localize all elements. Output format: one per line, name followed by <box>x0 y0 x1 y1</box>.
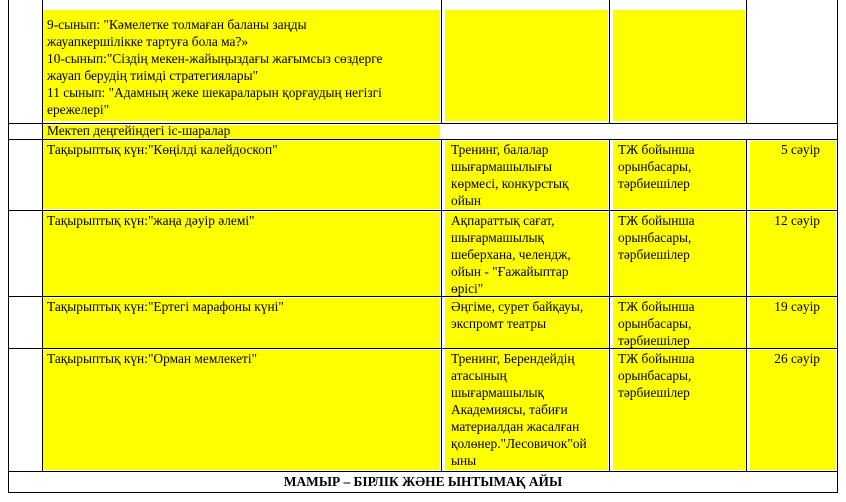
row-divider-2 <box>8 139 838 140</box>
topic-line-3: 10-сынып:"Сіздің мекен-жайыңыздағы жағымсыз сөздерге <box>47 51 383 66</box>
section-header: Мектеп деңгейіндегі іс-шаралар <box>47 123 231 138</box>
row3-responsible <box>618 298 695 349</box>
column-divider-3b <box>609 140 610 471</box>
highlight-row4-date <box>750 350 836 470</box>
row3-form <box>451 298 583 332</box>
column-divider-3 <box>609 0 610 124</box>
row3-responsible-line-1: ТЖ бойынша <box>618 299 695 314</box>
row1-responsible <box>618 141 695 192</box>
row1-form-line-2: шығармашылығы <box>451 159 553 174</box>
row2-responsible-line-3: тәрбиешілер <box>618 247 690 262</box>
row2-form <box>451 212 571 297</box>
row3-topic: Тақырыптық күн:"Ертегі марафоны күні" <box>47 299 284 314</box>
row3-date: 19 сәуір <box>774 299 820 314</box>
top-row-topic-cell <box>47 16 383 118</box>
row2-responsible <box>618 212 695 263</box>
row2-date: 12 сәуір <box>774 213 820 228</box>
row2-responsible-line-2: орынбасары, <box>618 230 692 245</box>
row4-responsible <box>618 350 695 401</box>
row3-form-line-2: экспромт театры <box>451 316 547 331</box>
row-divider-6 <box>8 471 838 472</box>
row-divider-5 <box>8 348 838 349</box>
row1-responsible-line-3: тәрбиешілер <box>618 176 690 191</box>
row2-topic: Тақырыптық күн:"жаңа дәуір әлемі" <box>47 213 255 228</box>
row4-form-line-6: қолөнер."Лесовичок"ой <box>451 436 587 451</box>
row1-form <box>451 141 569 209</box>
row4-responsible-line-1: ТЖ бойынша <box>618 351 695 366</box>
row4-form-line-7: ыны <box>451 453 477 468</box>
row4-topic: Тақырыптық күн:"Орман мемлекеті" <box>47 351 258 366</box>
row4-form-line-2: атасының <box>451 368 507 383</box>
row2-responsible-line-1: ТЖ бойынша <box>618 213 695 228</box>
column-divider-4 <box>746 0 747 124</box>
table-border-left <box>8 0 9 493</box>
row2-form-line-5: өрісі" <box>451 281 484 296</box>
topic-line-5: 11 сынып: "Адамның жеке шекараларын қорғаудың негізгі <box>47 85 382 100</box>
row4-responsible-line-3: тәрбиешілер <box>618 385 690 400</box>
highlight-top-responsible <box>613 10 745 121</box>
row-divider-3 <box>8 210 838 211</box>
column-divider-2b <box>441 140 442 471</box>
row2-form-line-2: шығармашылық <box>451 230 545 245</box>
row2-form-line-3: шеберхана, челендж, <box>451 247 571 262</box>
row1-responsible-line-2: орынбасары, <box>618 159 692 174</box>
table-border-bottom <box>8 492 838 493</box>
row1-topic: Тақырыптық күн:"Көңілді калейдоскоп" <box>47 142 278 157</box>
row1-form-line-3: көрмесі, конкурстық <box>451 176 569 191</box>
row1-form-line-4: ойын <box>451 193 482 208</box>
topic-line-4: жауап берудің тиімді стратегиялары" <box>47 68 259 83</box>
row3-responsible-line-3: тәрбиешілер <box>618 333 690 348</box>
row2-form-line-1: Ақпараттық сағат, <box>451 213 555 228</box>
column-divider-1 <box>42 0 43 471</box>
row4-responsible-line-2: орынбасары, <box>618 368 692 383</box>
row4-form-line-4: Академиясы, табиғи <box>451 402 568 417</box>
row3-responsible-line-2: орынбасары, <box>618 316 692 331</box>
row4-form-line-1: Тренинг, Берендейдің <box>451 351 575 366</box>
row4-form-line-3: шығармашылық <box>451 385 545 400</box>
row4-form <box>451 350 587 469</box>
row4-form-line-5: материалдан жасалған <box>451 419 580 434</box>
topic-line-2: жауапкершілікке тартуға бола ма?» <box>47 34 249 49</box>
row-divider-4 <box>8 296 838 297</box>
row1-date: 5 сәуір <box>780 142 820 157</box>
column-divider-4b <box>746 140 747 471</box>
row1-responsible-line-1: ТЖ бойынша <box>618 142 695 157</box>
row2-form-line-4: ойын - "Ғажайыптар <box>451 264 569 279</box>
highlight-row4-topic <box>43 350 440 470</box>
topic-line-6: ережелері" <box>47 102 110 117</box>
highlight-top-form <box>445 10 608 121</box>
table-border-right <box>837 0 838 493</box>
row3-form-line-1: Әңгіме, сурет байқауы, <box>451 299 584 314</box>
topic-line-1: 9-сынып: "Кәмелетке толмаған баланы заңды <box>47 17 307 32</box>
column-divider-2 <box>441 0 442 124</box>
row1-form-line-1: Тренинг, балалар <box>451 142 549 157</box>
row4-date: 26 сәуір <box>774 351 820 366</box>
month-title: МАМЫР – БІРЛІК ЖӘНЕ ЫНТЫМАҚ АЙЫ <box>283 474 563 489</box>
